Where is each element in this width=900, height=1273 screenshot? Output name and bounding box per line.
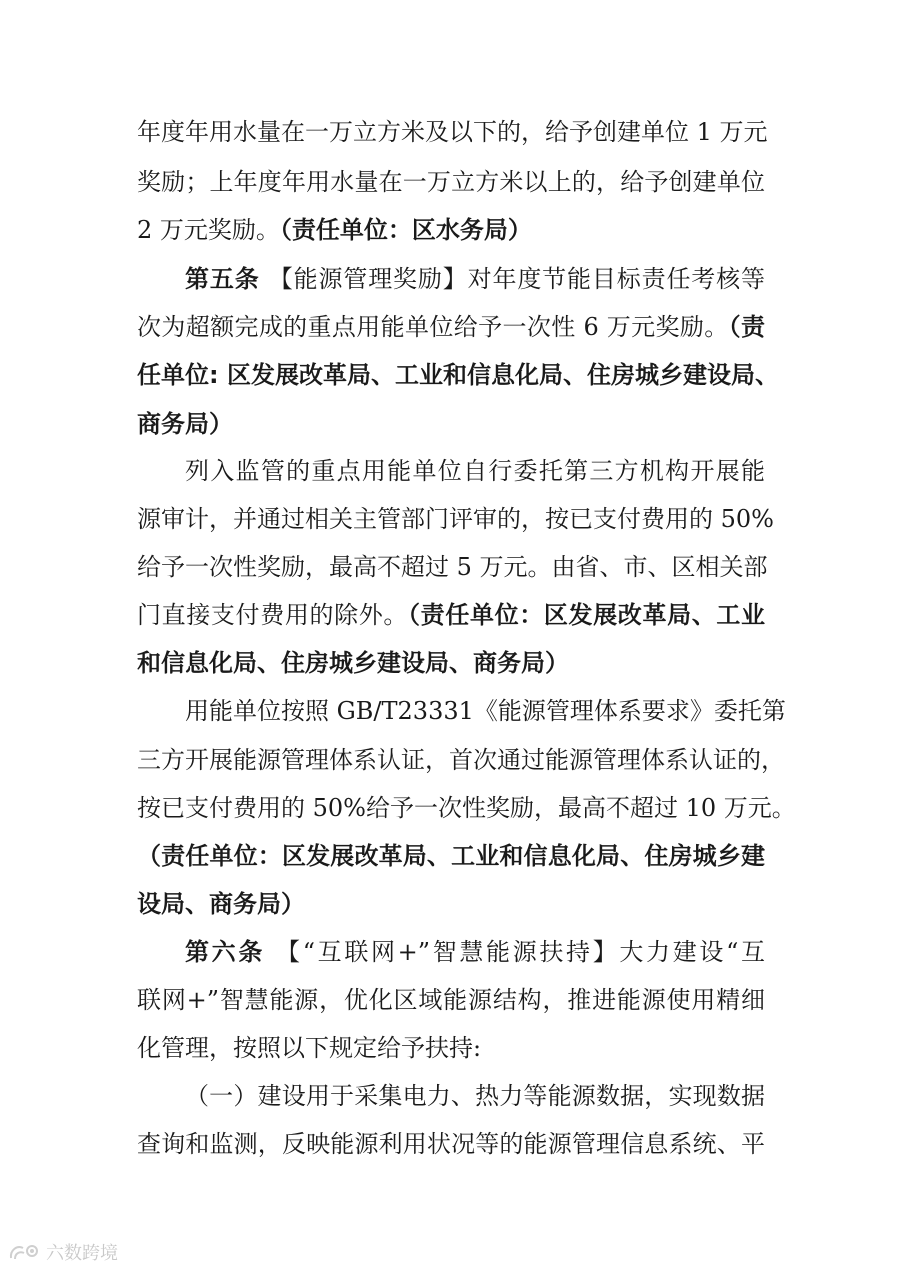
- watermark: [8, 1240, 118, 1264]
- line-11-seg-2: （责任单位：区发展改革局、工业: [408, 601, 766, 629]
- article-6-label: 第六条: [185, 938, 277, 966]
- line-8-seg-1: 列入监管的重点用能单位自行委托第三方机构开展能: [185, 457, 765, 485]
- text-line-9: [137, 499, 774, 539]
- text-line-16: [137, 836, 765, 876]
- line-1-seg-1: 年度年用水量在一万立方米及以下的，给予创建单位 1 万元: [137, 118, 768, 146]
- sun-swirl-logo-icon: [8, 1242, 42, 1262]
- line-10-seg-1: 给予一次性奖励，最高不超过 5 万元。由省、市、区相关部: [137, 553, 768, 581]
- text-line-21: [185, 1076, 765, 1116]
- text-line-12: [137, 643, 765, 683]
- text-line-10: [137, 547, 768, 587]
- line-21-seg-1: （一）建设用于采集电力、热力等能源数据，实现数据: [185, 1082, 765, 1110]
- line-18-seg-2: 【“互联网+”智慧能源扶持】大力建设“互: [276, 938, 766, 966]
- text-line-5: [137, 307, 765, 347]
- line-6-seg-1: 任单位: 区发展改革局、工业和信息化局、住房城乡建设局、: [137, 361, 779, 389]
- line-3-seg-1: 2 万元奖励。: [137, 216, 280, 244]
- text-line-1: [137, 112, 768, 152]
- line-5-seg-2: （责: [728, 313, 766, 341]
- article-6-heading-line: [185, 932, 765, 972]
- line-4-seg-2: 【能源管理奖励】对年度节能目标责任考核等: [268, 265, 766, 293]
- text-line-13: [185, 691, 786, 731]
- text-line-8: [185, 451, 765, 491]
- text-line-14: [137, 740, 785, 780]
- line-7-seg-1: 商务局）: [137, 410, 233, 438]
- line-19-seg-1: 联网+”智慧能源，优化区域能源结构，推进能源使用精细: [137, 986, 765, 1014]
- text-line-7: [137, 404, 765, 444]
- line-16-seg-1: （责任单位：区发展改革局、工业和信息化局、住房城乡建: [137, 842, 765, 870]
- line-22-seg-1: 查询和监测，反映能源利用状况等的能源管理信息系统、平: [137, 1130, 765, 1158]
- line-15-seg-1: 按已支付费用的 50%给予一次性奖励，最高不超过 10 万元。: [137, 794, 796, 822]
- line-12-seg-1: 和信息化局、住房城乡建设局、商务局）: [137, 649, 569, 677]
- line-13-seg-1: 用能单位按照 GB/T23331《能源管理体系要求》委托第: [185, 697, 786, 725]
- article-5-heading-line: [185, 259, 765, 299]
- text-line-3: [137, 210, 765, 250]
- text-line-15: [137, 788, 796, 828]
- text-line-22: [137, 1124, 765, 1164]
- text-line-11: [137, 595, 765, 635]
- line-5-seg-1: 次为超额完成的重点用能单位给予一次性 6 万元奖励。: [137, 313, 729, 341]
- line-2-seg-1: 奖励；上年度年用水量在一万立方米以上的，给予创建单位: [137, 168, 765, 196]
- text-line-2: [137, 162, 765, 202]
- line-9-seg-1: 源审计，并通过相关主管部门评审的，按已支付费用的 50%: [137, 505, 774, 533]
- text-line-19: [137, 980, 765, 1020]
- text-line-6: [137, 355, 779, 395]
- line-11-seg-1: 门直接支付费用的除外。: [137, 601, 409, 629]
- line-3-responsibility: （责任单位：区水务局）: [279, 216, 532, 244]
- watermark-text: 六数跨境: [46, 1243, 118, 1264]
- line-17-seg-1: 设局、商务局）: [137, 890, 305, 918]
- line-14-seg-1: 三方开展能源管理体系认证，首次通过能源管理体系认证的，: [137, 746, 785, 774]
- text-line-17: [137, 884, 765, 924]
- article-5-label: 第五条: [185, 265, 269, 293]
- line-20-seg-1: 化管理，按照以下规定给予扶持:: [137, 1034, 482, 1062]
- text-line-20: [137, 1028, 765, 1068]
